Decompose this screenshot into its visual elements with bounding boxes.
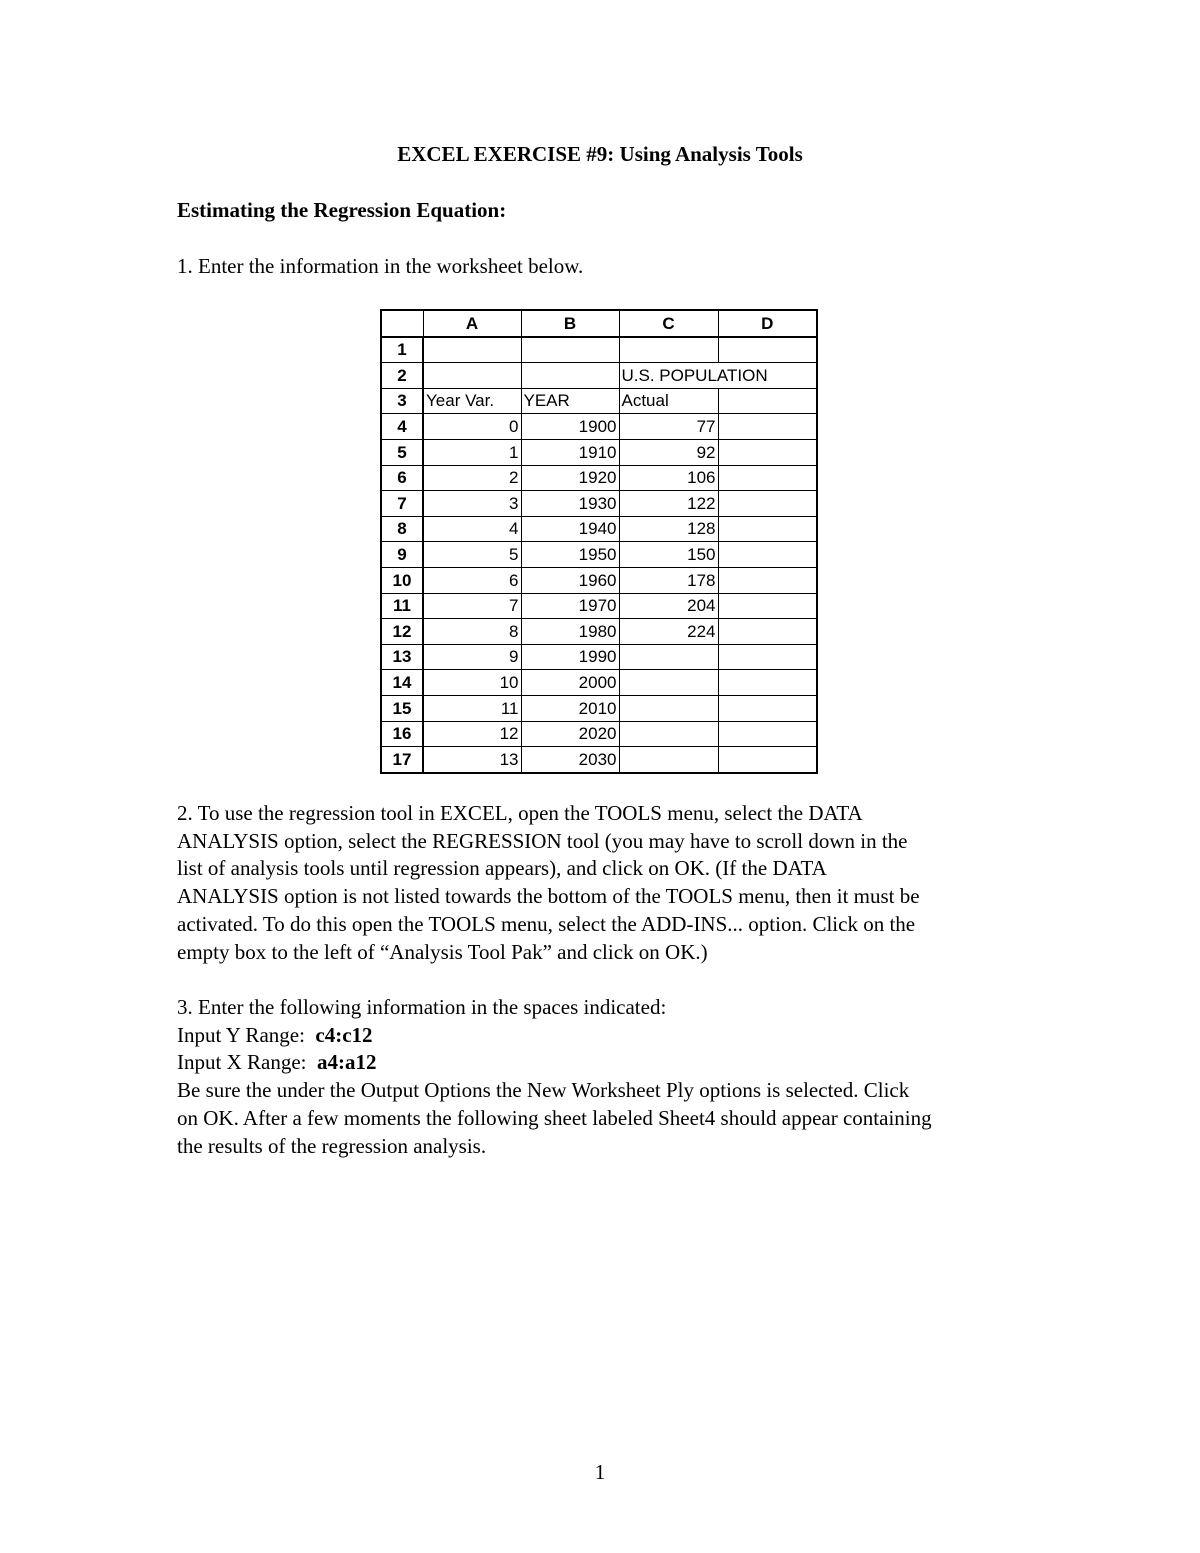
row-number: 11 [381,593,423,619]
input-x-range-label: Input X Range: [177,1050,317,1075]
cell-c: 178 [619,567,718,593]
cell-d [718,491,817,517]
cell-a: 5 [423,542,521,568]
cell-d [718,619,817,645]
cell-d [718,670,817,696]
table-row [381,670,817,696]
step-2-text [177,800,1037,966]
input-y-range-label: Input Y Range: [177,1022,316,1047]
cell-a: 6 [423,567,521,593]
cell-d [718,516,817,542]
row-number: 16 [381,721,423,747]
column-header-c: C [619,310,718,337]
cell-a [423,337,521,363]
column-header-a: A [423,310,521,337]
cell-c [619,670,718,696]
cell-b-year-header: YEAR [521,388,619,414]
cell-d [718,542,817,568]
step-2-line: activated. To do this open the TOOLS menu, select the ADD-INS... option. Click on the [177,911,916,936]
corner-cell [381,310,423,337]
cell-c: 224 [619,619,718,645]
cell-a: 12 [423,721,521,747]
row-number: 2 [381,363,423,389]
cell-a-year-var-header: Year Var. [423,388,521,414]
worksheet-table [380,309,818,774]
step-3-intro: 3. Enter the following information in the spaces indicated: [177,995,667,1019]
cell-d [718,695,817,721]
cell-b: 2000 [521,670,619,696]
cell-b: 1910 [521,439,619,465]
table-row [381,567,817,593]
cell-d [718,644,817,670]
cell-a: 13 [423,747,521,773]
cell-a: 2 [423,465,521,491]
row-number: 8 [381,516,423,542]
cell-d [718,439,817,465]
section-heading: Estimating the Regression Equation: [177,198,507,222]
cell-b: 1980 [521,619,619,645]
row-number: 9 [381,542,423,568]
column-header-d: D [718,310,817,337]
cell-a: 8 [423,619,521,645]
cell-c: 150 [619,542,718,568]
cell-d [718,388,817,414]
cell-b: 2010 [521,695,619,721]
cell-c: 77 [619,414,718,440]
cell-a: 3 [423,491,521,517]
step-1-text: 1. Enter the information in the worksheet below. [177,254,584,278]
cell-c: 106 [619,465,718,491]
cell-a [423,363,521,389]
cell-b: 1940 [521,516,619,542]
step-2-line: empty box to the left of “Analysis Tool Pak” and click on OK.) [177,939,708,964]
cell-c: 128 [619,516,718,542]
step-2-line: 2. To use the regression tool in EXCEL, open the TOOLS menu, select the DATA [177,801,863,825]
table-row [381,363,817,389]
row-number: 3 [381,388,423,414]
table-row [381,593,817,619]
cell-a: 7 [423,593,521,619]
step-3-line: on OK. After a few moments the following sheet labeled Sheet4 should appear containing [177,1105,932,1130]
table-row [381,619,817,645]
column-header-row [381,310,817,337]
row-number: 12 [381,619,423,645]
cell-a: 11 [423,695,521,721]
step-2-line: list of analysis tools until regression appears), and click on OK. (If the DATA [177,856,827,881]
cell-c-actual-header: Actual [619,388,718,414]
table-row [381,542,817,568]
cell-b: 1970 [521,593,619,619]
cell-b: 1900 [521,414,619,440]
cell-a: 1 [423,439,521,465]
cell-d [718,414,817,440]
cell-c [619,721,718,747]
cell-d [718,567,817,593]
cell-c: 204 [619,593,718,619]
cell-b: 1930 [521,491,619,517]
cell-d [718,465,817,491]
cell-b [521,337,619,363]
table-row [381,747,817,773]
row-number: 10 [381,567,423,593]
cell-c-population-header: U.S. POPULATION [619,363,817,389]
table-row [381,414,817,440]
table-row [381,695,817,721]
step-2-line: ANALYSIS option, select the REGRESSION tool (you may have to scroll down in the [177,828,908,853]
row-number: 15 [381,695,423,721]
cell-b [521,363,619,389]
cell-a: 10 [423,670,521,696]
cell-c [619,644,718,670]
cell-b: 1990 [521,644,619,670]
row-number: 17 [381,747,423,773]
cell-c [619,747,718,773]
table-row [381,388,817,414]
step-2-line: ANALYSIS option is not listed towards the bottom of the TOOLS menu, then it must be [177,884,920,909]
cell-b: 2020 [521,721,619,747]
table-row [381,644,817,670]
column-header-b: B [521,310,619,337]
table-row [381,465,817,491]
cell-b: 1950 [521,542,619,568]
row-number: 14 [381,670,423,696]
cell-c: 92 [619,439,718,465]
exercise-title: EXCEL EXERCISE #9: Using Analysis Tools [397,142,803,166]
page-number: 1 [594,1460,606,1484]
row-number: 4 [381,414,423,440]
row-number: 13 [381,644,423,670]
table-row [381,491,817,517]
cell-d [718,593,817,619]
input-x-range-line [177,1049,1037,1077]
input-y-range-line [177,1022,1037,1050]
input-y-range-value: c4:c12 [315,1022,373,1047]
row-number: 1 [381,337,423,363]
row-number: 6 [381,465,423,491]
step-3-line: the results of the regression analysis. [177,1133,487,1158]
cell-b: 1920 [521,465,619,491]
step-3-text [177,994,1037,1160]
table-row [381,439,817,465]
input-x-range-value: a4:a12 [316,1050,377,1075]
row-number: 7 [381,491,423,517]
cell-d [718,337,817,363]
cell-c [619,337,718,363]
cell-b: 2030 [521,747,619,773]
cell-d [718,747,817,773]
cell-c: 122 [619,491,718,517]
step-3-line: Be sure the under the Output Options the New Worksheet Ply options is selected. Click [177,1078,910,1103]
table-row [381,721,817,747]
cell-b: 1960 [521,567,619,593]
table-row [381,516,817,542]
table-row [381,337,817,363]
row-number: 5 [381,439,423,465]
cell-c [619,695,718,721]
cell-a: 9 [423,644,521,670]
cell-a: 4 [423,516,521,542]
cell-a: 0 [423,414,521,440]
cell-d [718,721,817,747]
